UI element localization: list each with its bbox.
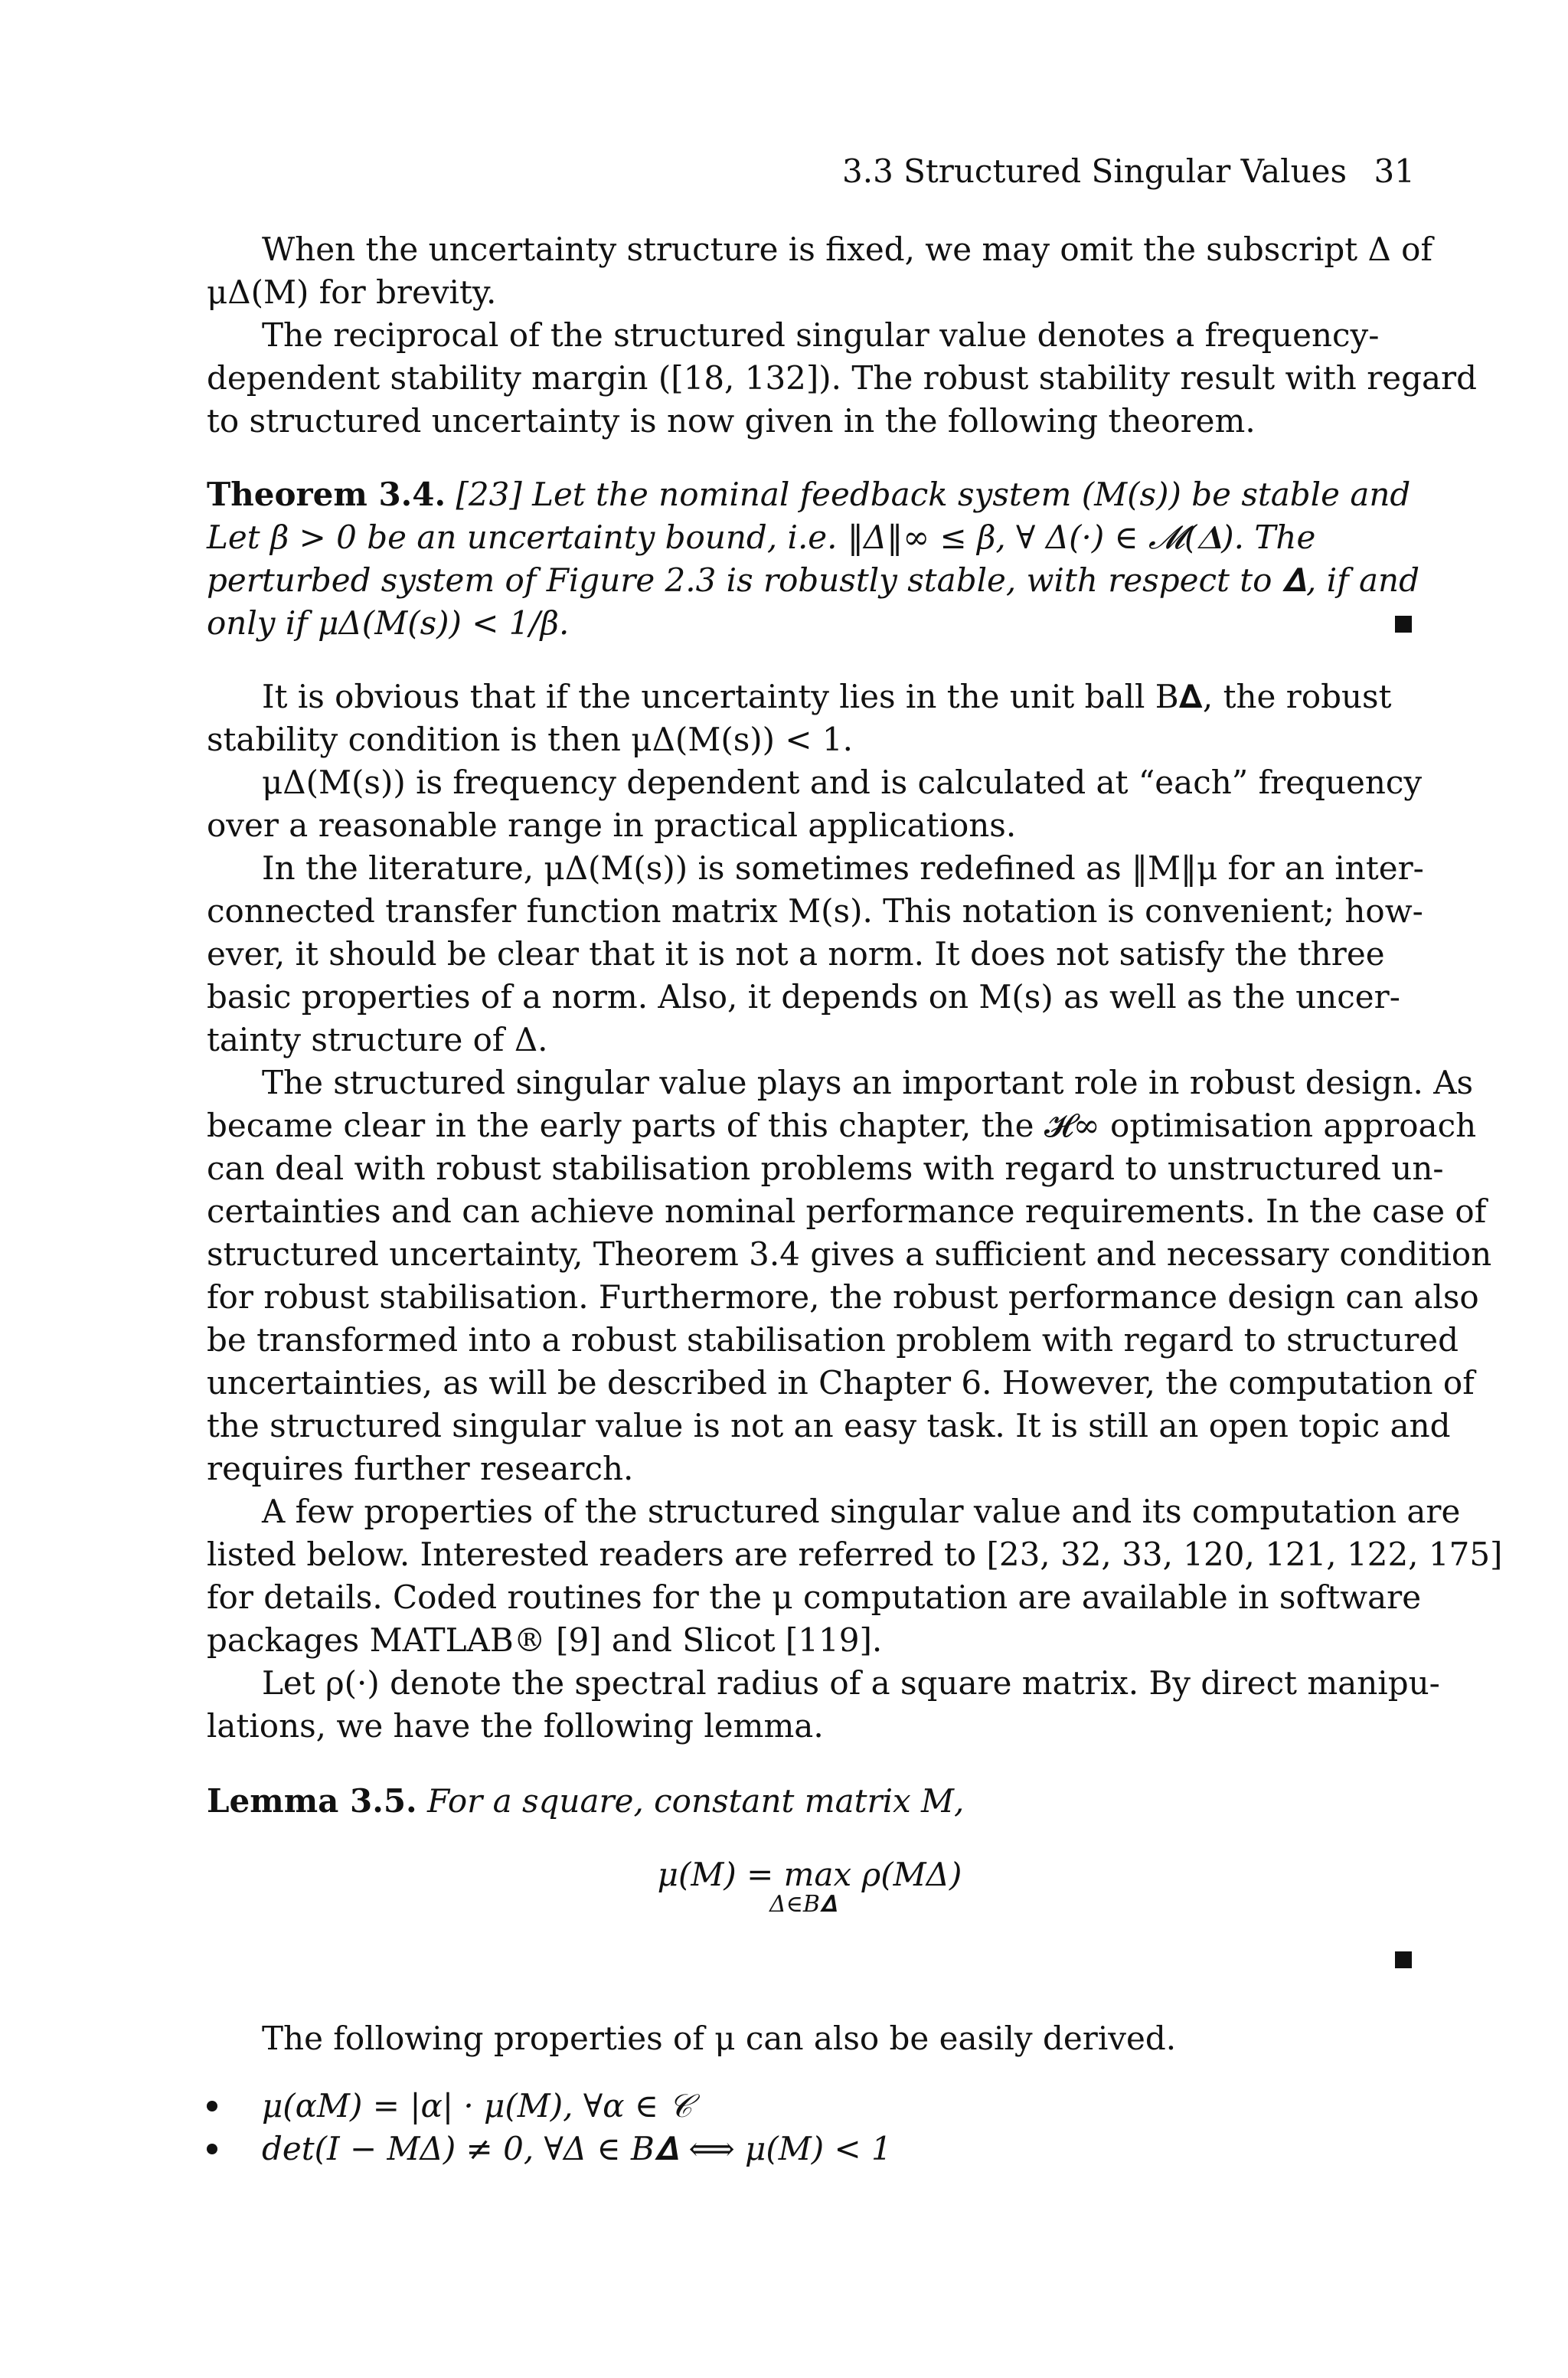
paragraph-line: μΔ(M(s)) is frequency dependent and is calculated at “each” frequency	[262, 764, 1423, 801]
paragraph-line: for details. Coded routines for the μ computation are available in software	[207, 1578, 1422, 1616]
paragraph-line: μΔ(M) for brevity.	[207, 273, 497, 311]
formula-subscript: Δ∈B𝚫	[769, 1891, 838, 1918]
bullet-item: μ(αM) = |α| · μ(M), ∀α ∈ 𝒞	[262, 2087, 692, 2124]
paragraph-line: connected transfer function matrix M(s). This notation is convenient; how-	[207, 892, 1423, 930]
theorem-text: [23] Let the nominal feedback system (M(s)) be stable and	[456, 476, 1411, 513]
paragraph-line: A few properties of the structured singular value and its computation are	[262, 1493, 1461, 1530]
paragraph-line: When the uncertainty structure is fixed, we may omit the subscript Δ of	[262, 231, 1433, 268]
qed-square	[1395, 1951, 1412, 1968]
paragraph-line: The structured singular value plays an important role in robust design. As	[262, 1064, 1474, 1101]
paragraph-line: dependent stability margin ([18, 132]). The robust stability result with regard	[207, 359, 1478, 397]
paragraph-line: In the literature, μΔ(M(s)) is sometimes redefined as ‖M‖μ for an inter-	[262, 849, 1424, 887]
paragraph-line: packages MATLAB® [9] and Slicot [119].	[207, 1621, 883, 1659]
theorem-line: only if μΔ(M(s)) < 1/β.	[207, 604, 570, 642]
paragraph-line: stability condition is then μΔ(M(s)) < 1.	[207, 721, 853, 758]
paragraph-line: over a reasonable range in practical applications.	[207, 806, 1017, 844]
running-header	[842, 150, 1415, 193]
paragraph-line: uncertainties, as will be described in Chapter 6. However, the computation of	[207, 1364, 1475, 1402]
paragraph-line: ever, it should be clear that it is not a norm. It does not satisfy the three	[207, 935, 1385, 973]
bullet-dot	[207, 2101, 217, 2111]
theorem-line	[207, 473, 1413, 516]
lemma-text: For a square, constant matrix M,	[427, 1782, 965, 1820]
paragraph-line: be transformed into a robust stabilisation problem with regard to structured	[207, 1321, 1459, 1359]
paragraph-line: tainty structure of Δ.	[207, 1021, 548, 1058]
paragraph-line: structured uncertainty, Theorem 3.4 gives a sufficient and necessary condition	[207, 1235, 1492, 1273]
theorem-label: Theorem 3.4.	[207, 476, 446, 513]
paragraph-line: Let ρ(·) denote the spectral radius of a square matrix. By direct manipu-	[262, 1664, 1440, 1702]
display-formula: μ(M) = max ρ(MΔ)	[657, 1856, 962, 1893]
bullet-item: det(I − MΔ) ≠ 0, ∀Δ ∈ B𝚫 ⟺ μ(M) < 1	[262, 2130, 892, 2167]
paragraph-line: to structured uncertainty is now given in the following theorem.	[207, 402, 1256, 440]
lemma-label: Lemma 3.5.	[207, 1782, 417, 1820]
section-title: 3.3 Structured Singular Values	[842, 152, 1348, 190]
paragraph-line: for robust stabilisation. Furthermore, the robust performance design can also	[207, 1278, 1479, 1316]
paragraph-line: the structured singular value is not an easy task. It is still an open topic and	[207, 1407, 1451, 1444]
theorem-line: perturbed system of Figure 2.3 is robustly stable, with respect to 𝚫, if and	[207, 561, 1419, 599]
paragraph-line: certainties and can achieve nominal performance requirements. In the case of	[207, 1192, 1487, 1230]
qed-square	[1395, 616, 1412, 633]
paragraph-line: The reciprocal of the structured singular value denotes a frequency-	[262, 316, 1380, 354]
paragraph-line: basic properties of a norm. Also, it depends on M(s) as well as the uncer-	[207, 978, 1400, 1016]
paragraph-line: became clear in the early parts of this chapter, the 𝓗∞ optimisation approach	[207, 1107, 1477, 1144]
theorem-line: Let β > 0 be an uncertainty bound, i.e. ‖Δ‖∞ ≤ β, ∀ Δ(·) ∈ 𝓜(𝚫). The	[207, 518, 1316, 556]
paragraph-line: lations, we have the following lemma.	[207, 1707, 824, 1745]
paragraph-line: It is obvious that if the uncertainty lies in the unit ball B𝚫, the robust	[262, 678, 1392, 715]
lemma-line	[207, 1780, 1413, 1823]
paragraph-line: requires further research.	[207, 1450, 634, 1487]
paragraph-line: The following properties of μ can also be easily derived.	[262, 2020, 1177, 2057]
paragraph-line: listed below. Interested readers are referred to [23, 32, 33, 120, 121, 122, 175]	[207, 1536, 1503, 1573]
bullet-dot	[207, 2144, 217, 2154]
page-number: 31	[1374, 152, 1415, 190]
paragraph-line: can deal with robust stabilisation problems with regard to unstructured un-	[207, 1150, 1444, 1187]
